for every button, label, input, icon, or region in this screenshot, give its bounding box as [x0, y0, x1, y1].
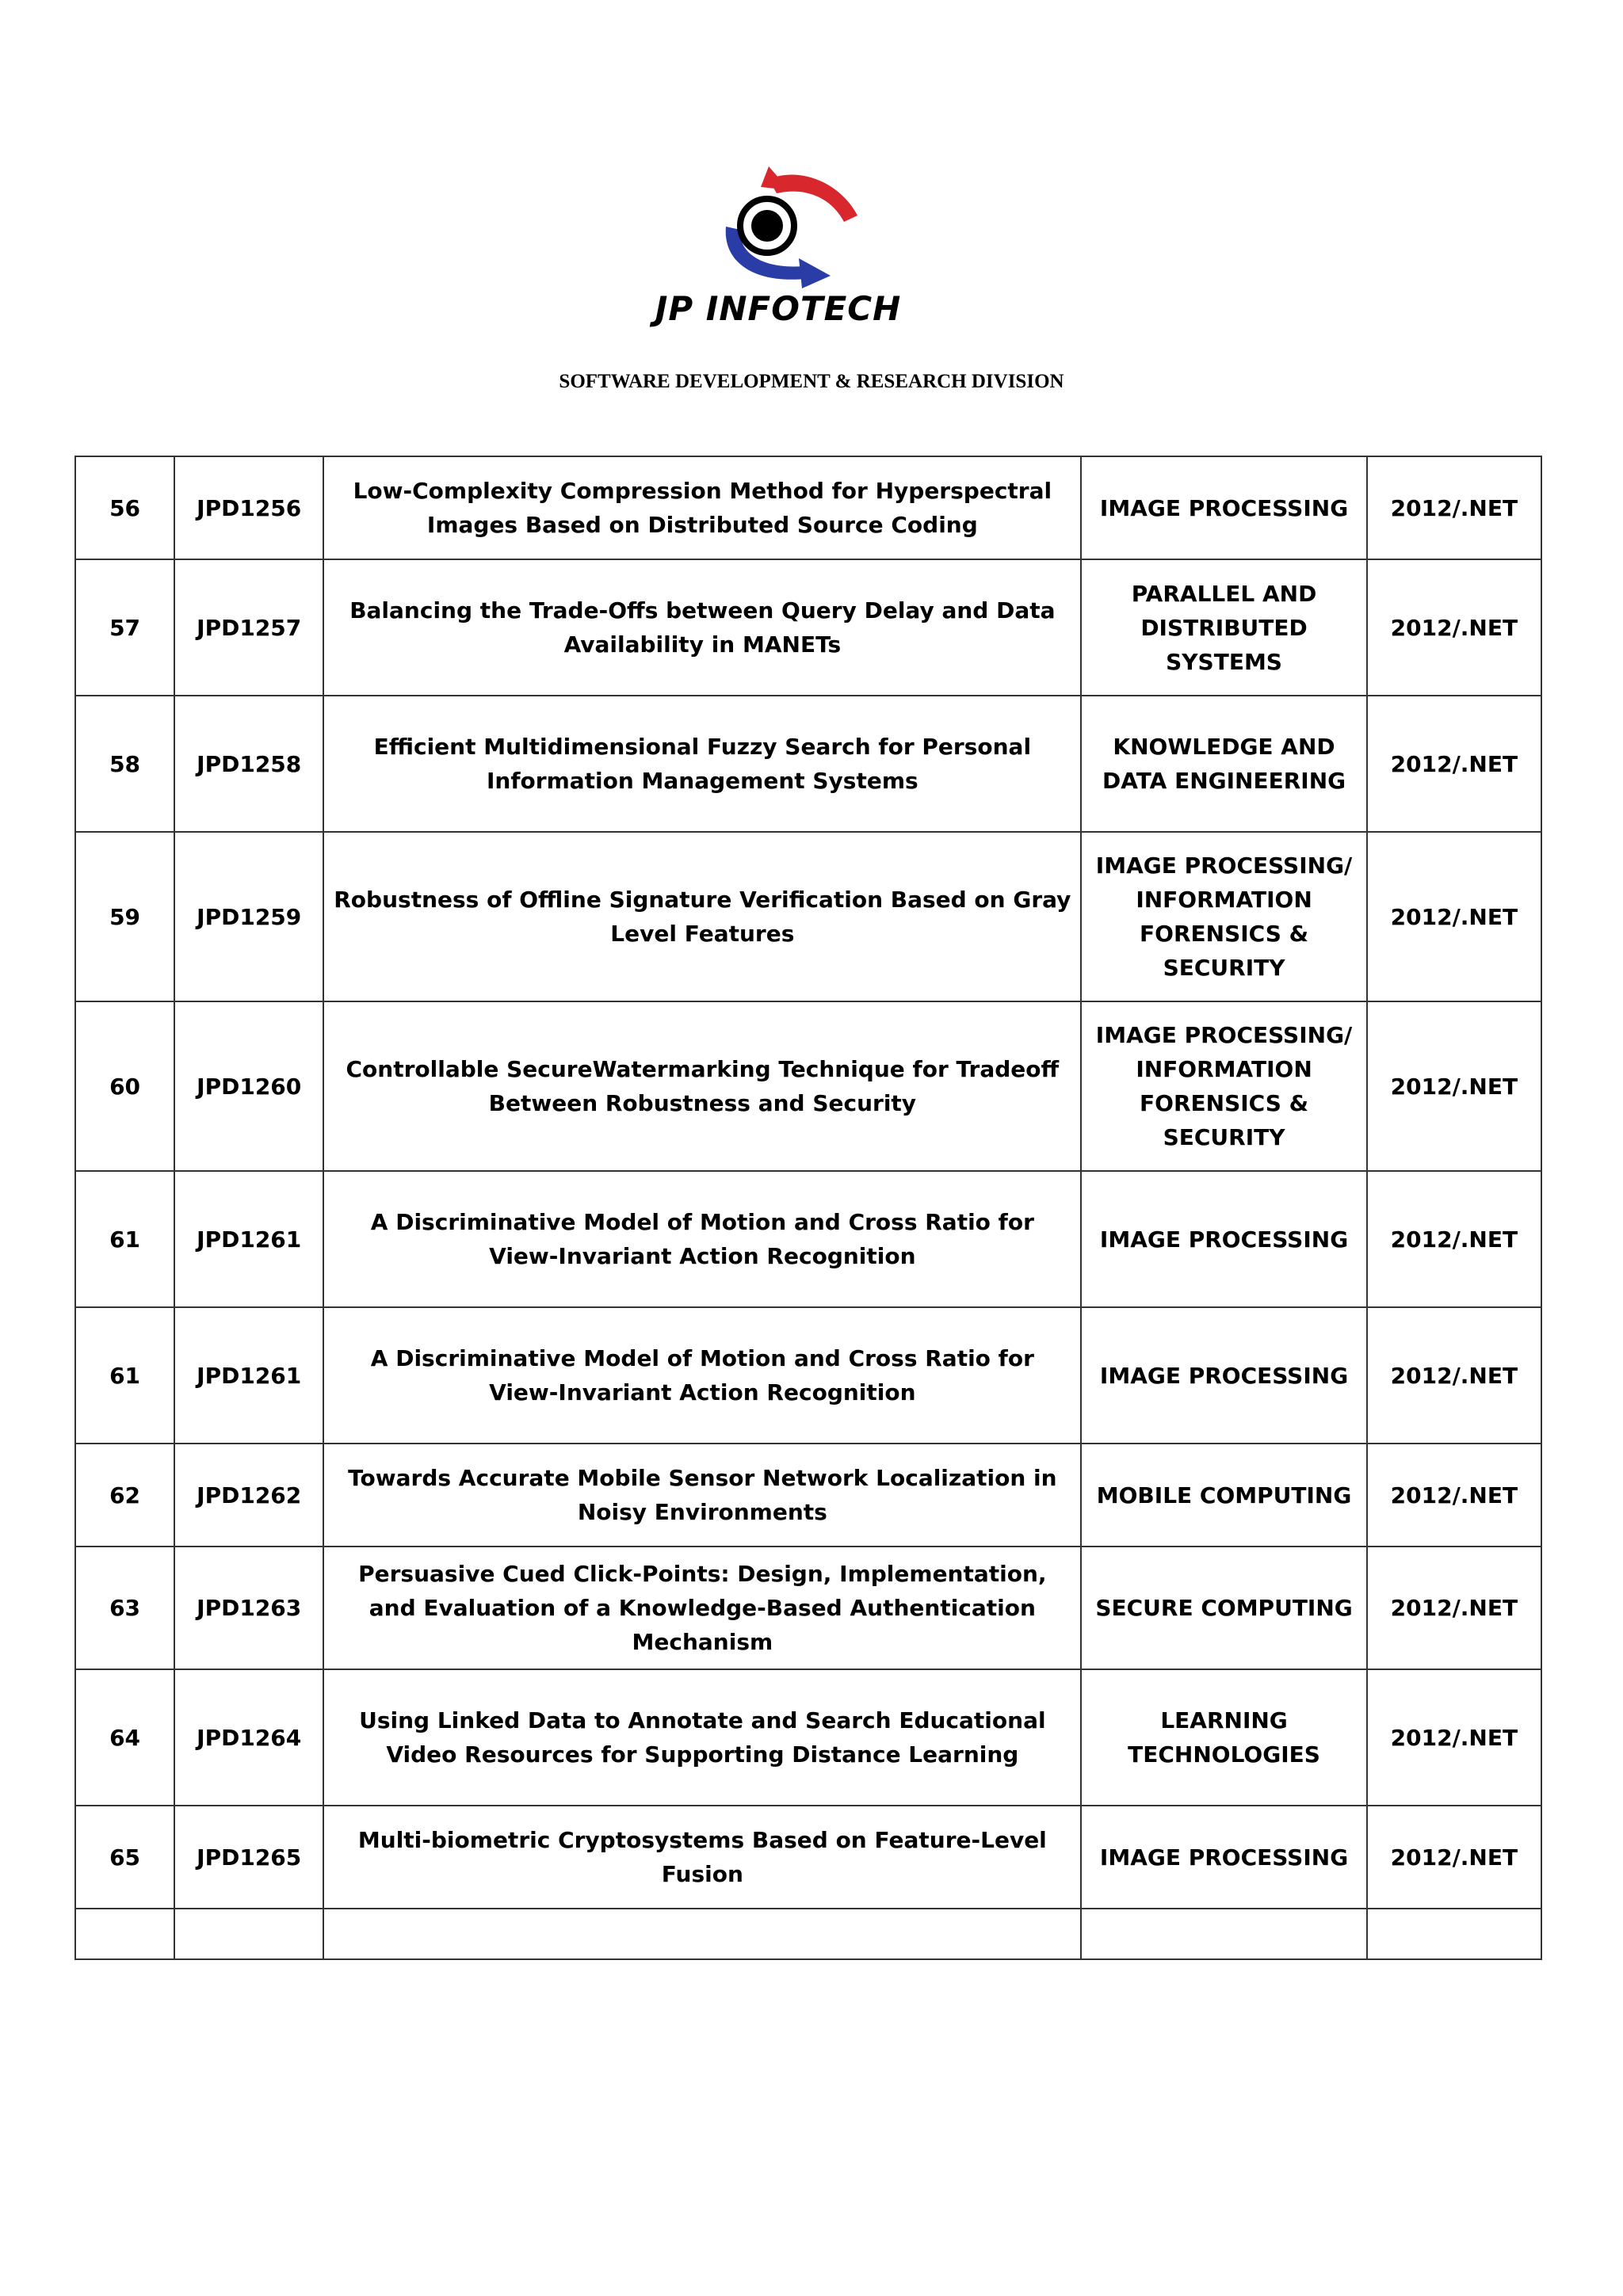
domain-cell: IMAGE PROCESSING: [1081, 456, 1366, 559]
project-title-cell: Efficient Multidimensional Fuzzy Search for Personal Information Management Systems: [323, 696, 1081, 832]
project-code-cell: JPD1264: [174, 1669, 323, 1806]
year-tech-cell: 2012/.NET: [1367, 1669, 1541, 1806]
domain-cell: LEARNING TECHNOLOGIES: [1081, 1669, 1366, 1806]
serial-cell: 61: [75, 1307, 174, 1444]
project-code-cell: JPD1261: [174, 1171, 323, 1307]
projects-table: [74, 456, 1542, 1960]
table-row: [75, 1806, 1541, 1909]
serial-cell: 57: [75, 559, 174, 696]
domain-cell: SECURE COMPUTING: [1081, 1547, 1366, 1669]
serial-cell: 61: [75, 1171, 174, 1307]
table-row: [75, 696, 1541, 832]
domain-cell: PARALLEL AND DISTRIBUTED SYSTEMS: [1081, 559, 1366, 696]
domain-cell: IMAGE PROCESSING/ INFORMATION FORENSICS & SECURITY: [1081, 1001, 1366, 1171]
project-code-cell: [174, 1909, 323, 1959]
serial-cell: 60: [75, 1001, 174, 1171]
project-title-cell: Robustness of Offline Signature Verification Based on Gray Level Features: [323, 832, 1081, 1001]
year-tech-cell: 2012/.NET: [1367, 1547, 1541, 1669]
year-tech-cell: 2012/.NET: [1367, 1806, 1541, 1909]
project-title-cell: Low-Complexity Compression Method for Hyperspectral Images Based on Distributed Source Coding: [323, 456, 1081, 559]
project-code-cell: JPD1256: [174, 456, 323, 559]
year-tech-cell: 2012/.NET: [1367, 1171, 1541, 1307]
project-title-cell: Multi-biometric Cryptosystems Based on Feature-Level Fusion: [323, 1806, 1081, 1909]
project-code-cell: JPD1265: [174, 1806, 323, 1909]
table-row: [75, 1171, 1541, 1307]
domain-cell: [1081, 1909, 1366, 1959]
domain-cell: IMAGE PROCESSING/ INFORMATION FORENSICS & SECURITY: [1081, 832, 1366, 1001]
serial-cell: [75, 1909, 174, 1959]
table-row: [75, 1669, 1541, 1806]
project-title-cell: Persuasive Cued Click-Points: Design, Implementation, and Evaluation of a Knowledge-Based Authentication Mechanism: [323, 1547, 1081, 1669]
domain-cell: IMAGE PROCESSING: [1081, 1171, 1366, 1307]
serial-cell: 58: [75, 696, 174, 832]
serial-cell: 64: [75, 1669, 174, 1806]
project-code-cell: JPD1257: [174, 559, 323, 696]
project-title-cell: Controllable SecureWatermarking Technique for Tradeoff Between Robustness and Security: [323, 1001, 1081, 1171]
year-tech-cell: 2012/.NET: [1367, 456, 1541, 559]
year-tech-cell: 2012/.NET: [1367, 1001, 1541, 1171]
project-title-cell: Balancing the Trade-Offs between Query Delay and Data Availability in MANETs: [323, 559, 1081, 696]
year-tech-cell: 2012/.NET: [1367, 1307, 1541, 1444]
table-row: [75, 832, 1541, 1001]
project-title-cell: Using Linked Data to Annotate and Search Educational Video Resources for Supporting Distance Learning: [323, 1669, 1081, 1806]
domain-cell: IMAGE PROCESSING: [1081, 1307, 1366, 1444]
project-code-cell: JPD1260: [174, 1001, 323, 1171]
year-tech-cell: 2012/.NET: [1367, 559, 1541, 696]
table-row: [75, 1547, 1541, 1669]
table-row: [75, 1909, 1541, 1959]
serial-cell: 59: [75, 832, 174, 1001]
project-title-cell: [323, 1909, 1081, 1959]
serial-cell: 56: [75, 456, 174, 559]
table-row: [75, 1001, 1541, 1171]
year-tech-cell: 2012/.NET: [1367, 1444, 1541, 1547]
project-code-cell: JPD1262: [174, 1444, 323, 1547]
project-title-cell: A Discriminative Model of Motion and Cross Ratio for View-Invariant Action Recognition: [323, 1307, 1081, 1444]
domain-cell: KNOWLEDGE AND DATA ENGINEERING: [1081, 696, 1366, 832]
domain-cell: IMAGE PROCESSING: [1081, 1806, 1366, 1909]
serial-cell: 63: [75, 1547, 174, 1669]
division-heading: SOFTWARE DEVELOPMENT & RESEARCH DIVISION: [559, 371, 1064, 392]
project-code-cell: JPD1259: [174, 832, 323, 1001]
year-tech-cell: [1367, 1909, 1541, 1959]
year-tech-cell: 2012/.NET: [1367, 832, 1541, 1001]
year-tech-cell: 2012/.NET: [1367, 696, 1541, 832]
project-title-cell: Towards Accurate Mobile Sensor Network Localization in Noisy Environments: [323, 1444, 1081, 1547]
table-row: [75, 1307, 1541, 1444]
table-row: [75, 559, 1541, 696]
table-row: [75, 1444, 1541, 1547]
domain-cell: MOBILE COMPUTING: [1081, 1444, 1366, 1547]
serial-cell: 65: [75, 1806, 174, 1909]
project-code-cell: JPD1261: [174, 1307, 323, 1444]
logo-text: JP INFOTECH: [655, 289, 902, 328]
serial-cell: 62: [75, 1444, 174, 1547]
project-code-cell: JPD1258: [174, 696, 323, 832]
table-row: [75, 456, 1541, 559]
project-title-cell: A Discriminative Model of Motion and Cross Ratio for View-Invariant Action Recognition: [323, 1171, 1081, 1307]
project-code-cell: JPD1263: [174, 1547, 323, 1669]
